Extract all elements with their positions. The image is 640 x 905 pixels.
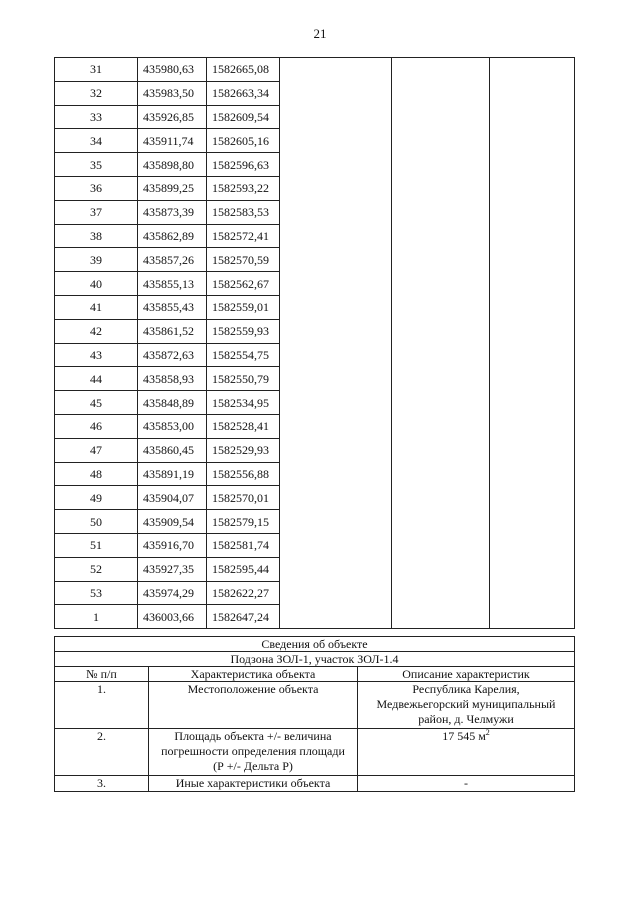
info-row-location xyxy=(55,682,575,729)
object-info-table xyxy=(54,636,575,792)
point-number: 47 xyxy=(55,438,138,462)
coord-x: 435861,52 xyxy=(138,319,207,343)
coord-x: 435862,89 xyxy=(138,224,207,248)
coord-x: 435872,63 xyxy=(138,343,207,367)
coord-x: 435980,63 xyxy=(138,58,207,82)
coord-x: 435926,85 xyxy=(138,105,207,129)
info-row-area xyxy=(55,729,575,776)
row-characteristic: Местоположение объекта xyxy=(149,682,358,729)
coord-y: 1582570,01 xyxy=(207,486,280,510)
object-info-title: Сведения об объекте xyxy=(55,637,575,652)
coord-y: 1582534,95 xyxy=(207,391,280,415)
description-line: Республика Карелия, xyxy=(412,682,520,696)
area-value: 17 545 м xyxy=(442,729,486,743)
empty-column-cell xyxy=(280,58,392,629)
point-number: 32 xyxy=(55,81,138,105)
point-number: 31 xyxy=(55,58,138,82)
coord-x: 435911,74 xyxy=(138,129,207,153)
coord-x: 435853,00 xyxy=(138,414,207,438)
coord-y: 1582554,75 xyxy=(207,343,280,367)
coord-x: 435909,54 xyxy=(138,510,207,534)
description-line: район, д. Челмужи xyxy=(418,712,514,726)
empty-column-cell xyxy=(392,58,490,629)
coord-y: 1582581,74 xyxy=(207,533,280,557)
coord-y: 1582596,63 xyxy=(207,153,280,177)
coord-x: 435873,39 xyxy=(138,200,207,224)
coord-y: 1582562,67 xyxy=(207,272,280,296)
point-number: 46 xyxy=(55,414,138,438)
point-number: 51 xyxy=(55,533,138,557)
coord-y: 1582559,93 xyxy=(207,319,280,343)
empty-column-cell xyxy=(490,58,575,629)
characteristic-line: погрешности определения площади xyxy=(161,744,345,758)
area-unit-superscript: 2 xyxy=(485,728,490,737)
coordinates-table xyxy=(54,57,575,629)
coord-x: 435858,93 xyxy=(138,367,207,391)
coord-x: 435860,45 xyxy=(138,438,207,462)
coord-y: 1582529,93 xyxy=(207,438,280,462)
row-characteristic xyxy=(149,729,358,776)
header-num: № п/п xyxy=(55,667,149,682)
point-number: 44 xyxy=(55,367,138,391)
description-line: Медвежьегорский муниципальный xyxy=(376,697,556,711)
info-row-other xyxy=(55,776,575,792)
row-characteristic: Иные характеристики объекта xyxy=(149,776,358,792)
coord-y: 1582665,08 xyxy=(207,58,280,82)
coord-x: 435898,80 xyxy=(138,153,207,177)
coord-x: 435983,50 xyxy=(138,81,207,105)
point-number: 39 xyxy=(55,248,138,272)
point-number: 42 xyxy=(55,319,138,343)
coord-x: 435899,25 xyxy=(138,176,207,200)
coord-y: 1582609,54 xyxy=(207,105,280,129)
coord-x: 435891,19 xyxy=(138,462,207,486)
coord-x: 436003,66 xyxy=(138,605,207,629)
coord-x: 435974,29 xyxy=(138,581,207,605)
page-number: 21 xyxy=(313,26,327,41)
point-number: 33 xyxy=(55,105,138,129)
row-description xyxy=(358,682,575,729)
point-number: 48 xyxy=(55,462,138,486)
coord-y: 1582579,15 xyxy=(207,510,280,534)
coord-x: 435848,89 xyxy=(138,391,207,415)
row-description xyxy=(358,729,575,776)
coord-y: 1582593,22 xyxy=(207,176,280,200)
row-num: 1. xyxy=(55,682,149,729)
row-description: - xyxy=(358,776,575,792)
coord-y: 1582570,59 xyxy=(207,248,280,272)
coord-y: 1582663,34 xyxy=(207,81,280,105)
characteristic-line: (Р +/- Дельта Р) xyxy=(213,759,293,773)
coord-y: 1582528,41 xyxy=(207,414,280,438)
coord-y: 1582550,79 xyxy=(207,367,280,391)
row-num: 2. xyxy=(55,729,149,776)
point-number: 53 xyxy=(55,581,138,605)
point-number: 43 xyxy=(55,343,138,367)
point-number: 35 xyxy=(55,153,138,177)
coord-x: 435855,13 xyxy=(138,272,207,296)
point-number: 41 xyxy=(55,295,138,319)
object-info-subtitle: Подзона ЗОЛ-1, участок ЗОЛ-1.4 xyxy=(55,652,575,667)
point-number: 45 xyxy=(55,391,138,415)
point-number: 37 xyxy=(55,200,138,224)
header-characteristic: Характеристика объекта xyxy=(149,667,358,682)
point-number: 36 xyxy=(55,176,138,200)
coord-x: 435916,70 xyxy=(138,533,207,557)
coord-y: 1582622,27 xyxy=(207,581,280,605)
coord-y: 1582595,44 xyxy=(207,557,280,581)
coord-y: 1582556,88 xyxy=(207,462,280,486)
point-number: 38 xyxy=(55,224,138,248)
point-number: 34 xyxy=(55,129,138,153)
coord-y: 1582605,16 xyxy=(207,129,280,153)
point-number: 1 xyxy=(55,605,138,629)
coord-y: 1582647,24 xyxy=(207,605,280,629)
coord-x: 435927,35 xyxy=(138,557,207,581)
coord-y: 1582559,01 xyxy=(207,295,280,319)
table-row xyxy=(55,58,575,82)
characteristic-line: Площадь объекта +/- величина xyxy=(174,729,332,743)
point-number: 49 xyxy=(55,486,138,510)
coord-x: 435855,43 xyxy=(138,295,207,319)
coord-y: 1582583,53 xyxy=(207,200,280,224)
point-number: 40 xyxy=(55,272,138,296)
coord-x: 435904,07 xyxy=(138,486,207,510)
row-num: 3. xyxy=(55,776,149,792)
point-number: 52 xyxy=(55,557,138,581)
point-number: 50 xyxy=(55,510,138,534)
coord-x: 435857,26 xyxy=(138,248,207,272)
header-description: Описание характеристик xyxy=(358,667,575,682)
coord-y: 1582572,41 xyxy=(207,224,280,248)
